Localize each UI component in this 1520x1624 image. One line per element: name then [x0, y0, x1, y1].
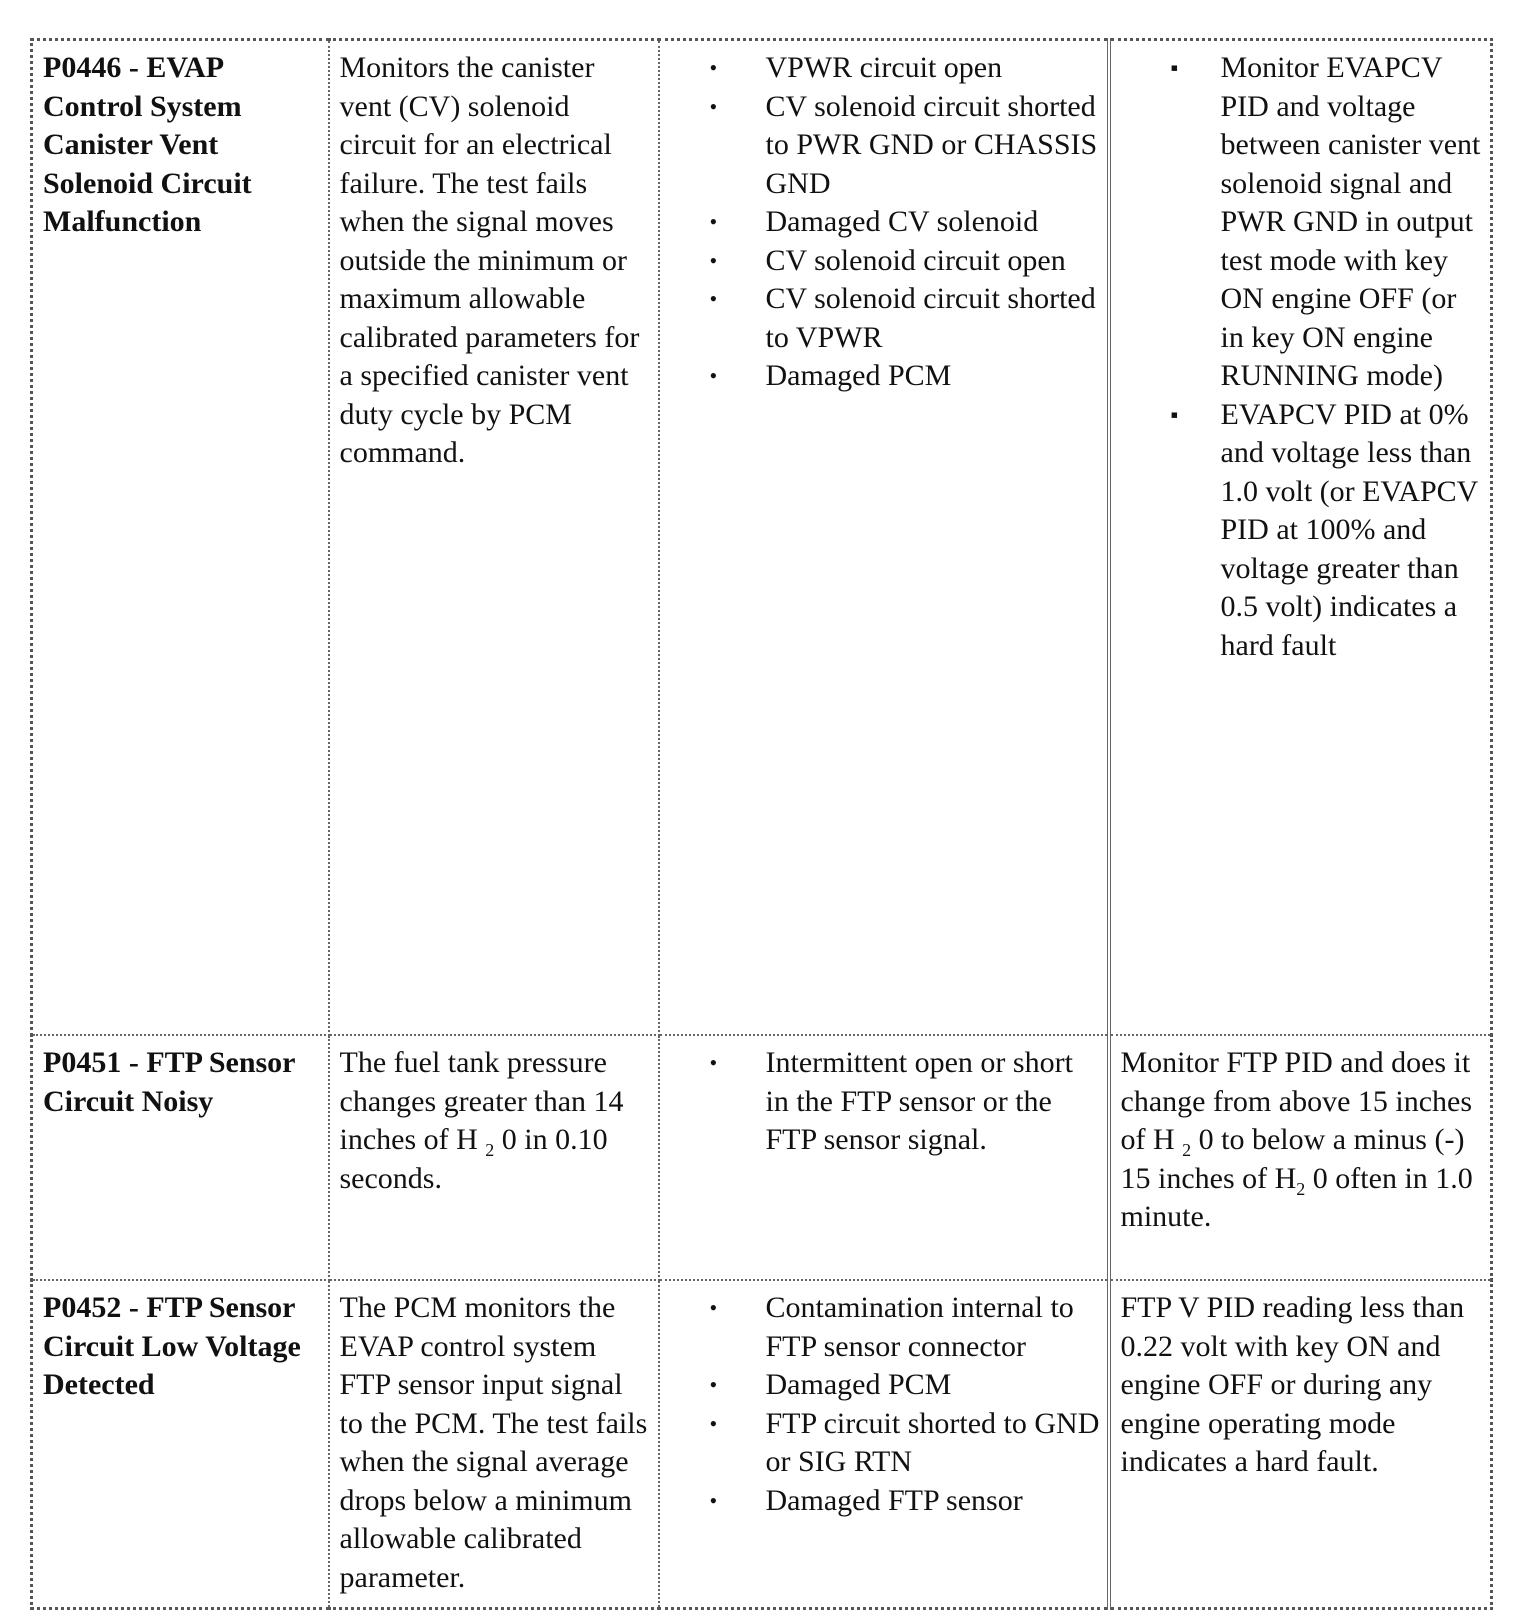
list-item: • FTP circuit shorted to GND or SIG RTN [670, 1405, 1101, 1482]
list-item: • Contamination internal to FTP sensor connector [670, 1289, 1101, 1366]
description-text: The fuel tank pressure changes greater than 14 inches of H [339, 1046, 624, 1156]
diagnostic-aids-cell [1109, 1035, 1492, 1280]
table-row [32, 1280, 1492, 1609]
subscript: 2 [485, 1140, 495, 1160]
description-text: 0 in 0.10 seconds. [339, 1123, 608, 1195]
description-cell: The PCM monitors the EVAP control system FTP sensor input signal to the PCM. The test fails when the signal average drops below a minimum allowable calibrated parameter. [329, 1280, 659, 1609]
possible-causes-cell [659, 40, 1109, 1036]
possible-causes-cell [659, 1035, 1109, 1280]
dtc-code-cell: P0452 - FTP Sensor Circuit Low Voltage Detected [32, 1280, 329, 1609]
dtc-code-cell: P0446 - EVAP Control System Canister Vent Solenoid Circuit Malfunction [32, 40, 329, 1036]
list-item: ▪ EVAPCV PID at 0% and voltage less than 1.0 volt (or EVAPCV PID at 100% and voltage greater than 0.5 volt) indicates a hard fault [1121, 396, 1485, 666]
subscript: 2 [1182, 1140, 1192, 1160]
subscript: 2 [1296, 1178, 1306, 1199]
actions-list [1121, 49, 1485, 665]
dtc-table [30, 38, 1493, 1610]
list-item: • Intermittent open or short in the FTP sensor or the FTP sensor signal. [670, 1044, 1101, 1160]
list-item: • CV solenoid circuit shorted to VPWR [670, 280, 1101, 357]
table-row [32, 1035, 1492, 1280]
list-item: ▪ Monitor EVAPCV PID and voltage between canister vent solenoid signal and PWR GND in output test mode with key ON engine OFF (or in key ON engine RUNNING mode) [1121, 49, 1485, 396]
action-text: Monitor FTP PID and does it change from above 15 inches of H [1120, 1046, 1473, 1156]
list-item: • Damaged FTP sensor [670, 1482, 1101, 1521]
dtc-code-cell: P0451 - FTP Sensor Circuit Noisy [32, 1035, 329, 1280]
action-text: 0 to below a minus (-) 15 inches of H [1120, 1123, 1465, 1195]
causes-list [670, 1289, 1101, 1520]
possible-causes-cell [659, 1280, 1109, 1609]
table-row [32, 40, 1492, 1036]
description-cell: Monitors the canister vent (CV) solenoid circuit for an electrical failure. The test fails when the signal moves outside the minimum or maximum allowable calibrated parameters for a specified canister vent duty cycle by PCM command. [329, 40, 659, 1036]
causes-list [670, 1044, 1101, 1160]
list-item: • Damaged CV solenoid [670, 203, 1101, 242]
causes-list [670, 49, 1101, 396]
list-item: • CV solenoid circuit shorted to PWR GND or CHASSIS GND [670, 88, 1101, 204]
diagnostic-aids-cell: FTP V PID reading less than 0.22 volt with key ON and engine OFF or during any engine operating mode indicates a hard fault. [1109, 1280, 1492, 1609]
list-item: • VPWR circuit open [670, 49, 1101, 88]
list-item: • Damaged PCM [670, 357, 1101, 396]
diagnostic-aids-cell [1109, 40, 1492, 1036]
description-cell [329, 1035, 659, 1280]
action-text: 0 often in 1.0 minute. [1120, 1161, 1473, 1233]
list-item: • CV solenoid circuit open [670, 242, 1101, 281]
list-item: • Damaged PCM [670, 1366, 1101, 1405]
